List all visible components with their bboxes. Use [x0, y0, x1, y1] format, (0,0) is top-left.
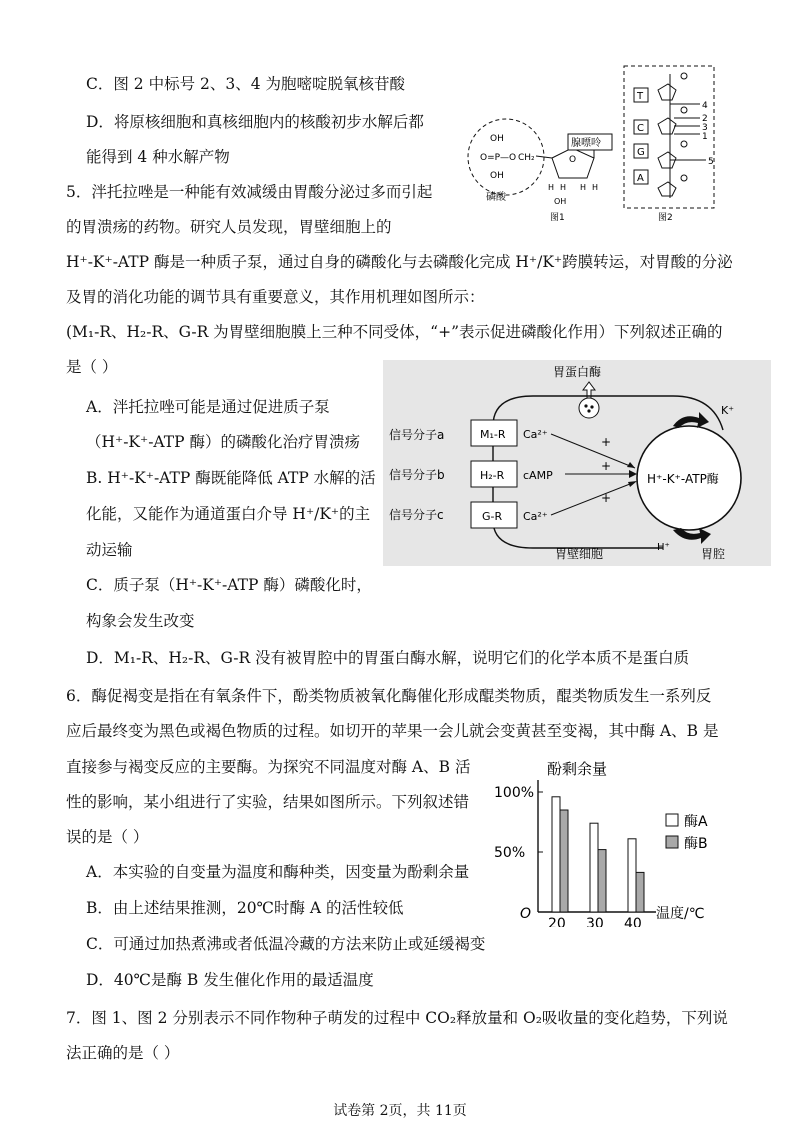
ring-oh-label: OH [554, 197, 567, 206]
adenine-base-label: 腺嘌呤 [571, 138, 601, 149]
label-1: 1 [702, 132, 708, 142]
pepsin-granule [590, 405, 593, 408]
ch2-label: CH₂ [518, 153, 535, 163]
promote-sign: + [601, 459, 612, 473]
base-a-label: A [637, 173, 644, 184]
q7-stem-line1: 7．图 1、图 2 分别表示不同作物种子萌发的过程中 CO₂释放量和 O₂吸收量的变化趋势，下列说 [66, 1009, 728, 1027]
signal-molecule-c-label: 信号分子c [389, 508, 444, 522]
nucleotide-unit [658, 107, 687, 134]
nucleotide-unit [658, 175, 687, 196]
q4-option-d-line1: D．将原核细胞和真核细胞内的核酸初步水解后都 [86, 113, 424, 131]
q5-option-d: D．M₁-R、H₂-R、G-R 没有被胃腔中的胃蛋白酶水解，说明它们的化学本质不是蛋白质 [86, 649, 690, 667]
signal-molecule-a-label: 信号分子a [389, 428, 445, 442]
q5-option-a-line1: A．泮托拉唑可能是通过促进质子泵 [86, 398, 330, 416]
bar-酶B-40 [636, 872, 644, 912]
q6-option-b: B．由上述结果推测，20℃时酶 A 的活性较低 [86, 899, 404, 917]
parietal-cell-label: 胃壁细胞 [555, 547, 604, 561]
q5-stem-line4: 及胃的消化功能的调节具有重要意义，其作用机理如图所示： [66, 288, 485, 306]
figure1-caption: 图1 [550, 213, 565, 222]
x-tick-label: 40 [624, 916, 642, 927]
promote-sign: + [601, 435, 612, 449]
q5-option-b-line1: B. H⁺-K⁺-ATP 酶既能降低 ATP 水解的活 [86, 469, 376, 487]
q6-option-c: C．可通过加热煮沸或者低温冷藏的方法来防止或延缓褐变 [86, 935, 486, 953]
h-label: H [592, 183, 599, 192]
h-label: H [548, 183, 555, 192]
receptor-m1-label: M₁-R [480, 428, 506, 441]
nucleotide-figure [462, 62, 762, 222]
phosphate-group-label: O=P—O [480, 153, 517, 163]
bar-酶A-40 [628, 839, 636, 912]
q4-option-d-line2: 能得到 4 种水解产物 [86, 148, 230, 166]
q6-stem-line2: 应后最终变为黑色或褐色物质的过程。如切开的苹果一会儿就会变黄甚至变褐，其中酶 A、B 是 [66, 722, 719, 740]
q5-stem-line5: (M₁-R、H₂-R、G-R 为胃壁细胞膜上三种不同受体，“+”表示促进磷酸化作用）下列叙述正确的 [66, 323, 723, 341]
label-4: 4 [702, 101, 708, 111]
label-3: 3 [702, 123, 708, 133]
receptor-g-label: G-R [482, 510, 503, 523]
figure2-caption: 图2 [658, 213, 673, 222]
promote-sign: + [601, 491, 612, 505]
q5-option-c-line1: C．质子泵（H⁺-K⁺-ATP 酶）磷酸化时， [86, 576, 372, 594]
h-ion-label: H⁺ [657, 542, 670, 553]
q5-stem-line2: 的胃溃疡的药物。研究人员发现，胃壁细胞上的 [66, 218, 392, 236]
y-tick-label: 100% [494, 785, 535, 801]
q6-option-d: D．40℃是酶 B 发生催化作用的最适温度 [86, 971, 374, 989]
nucleotide-unit [658, 141, 687, 168]
chart-title: 酚剩余量 [547, 760, 608, 778]
q5-option-c-line2: 构象会发生改变 [86, 612, 195, 630]
legend-swatch-酶A [666, 814, 678, 826]
q5-option-a-line2: （H⁺-K⁺-ATP 酶）的磷酸化治疗胃溃疡 [86, 433, 360, 451]
legend-label: 酶B [684, 836, 708, 852]
q6-stem-line3: 直接参与褐变反应的主要酶。为探究不同温度对酶 A、B 活 [66, 758, 471, 776]
base-g-label: G [637, 147, 645, 158]
bar-酶A-20 [552, 797, 560, 912]
k-ion-label: K⁺ [721, 404, 735, 417]
bar-酶A-30 [590, 823, 598, 912]
signal-molecule-b-label: 信号分子b [389, 468, 445, 482]
y-tick-label: 50% [494, 845, 526, 861]
page-footer: 试卷第 2页，共 11页 [333, 1103, 467, 1119]
q5-stem-line1: 5．泮托拉唑是一种能有效减缓由胃酸分泌过多而引起 [66, 183, 433, 201]
receptor-h2-label: H₂-R [480, 469, 505, 482]
second-messenger-ca2-label: Ca²⁺ [523, 510, 548, 523]
nucleotide-unit [658, 73, 687, 100]
dna-strand-dashed-box [624, 66, 714, 208]
q6-stem-line5: 误的是（ ） [66, 828, 149, 846]
x-axis-label: 温度/℃ [656, 906, 705, 922]
q5-stem-line6: 是（ ） [66, 358, 118, 376]
pepsin-granule [584, 404, 587, 407]
atpase-enzyme-label: H⁺-K⁺-ATP酶 [647, 472, 719, 486]
second-messenger-camp-label: cAMP [523, 469, 553, 482]
proton-pump-figure [383, 360, 771, 566]
oh-top-label: OH [490, 134, 504, 144]
q5-stem-line3: H⁺-K⁺-ATP 酶是一种质子泵，通过自身的磷酸化与去磷酸化完成 H⁺/K⁺跨膜转运，对胃酸的分泌 [66, 253, 733, 271]
legend-swatch-酶B [666, 836, 678, 848]
q4-option-c: C．图 2 中标号 2、3、4 为胞嘧啶脱氧核苷酸 [86, 75, 406, 93]
x-tick-label: 30 [586, 916, 604, 927]
q6-stem-line1: 6．酶促褐变是指在有氧条件下，酚类物质被氧化酶催化形成醌类物质，醌类物质发生一系列反 [66, 687, 712, 705]
x-tick-label: 20 [548, 916, 566, 927]
q6-option-a: A．本实验的自变量为温度和酶种类，因变量为酚剩余量 [86, 863, 470, 881]
pepsin-granule [587, 409, 590, 412]
label-5: 5 [708, 157, 714, 167]
legend-label: 酶A [684, 814, 708, 830]
ring-oxygen-label: O [569, 155, 577, 165]
bar-酶B-30 [598, 850, 606, 912]
base-c-label: C [637, 123, 644, 134]
vesicle-icon [579, 398, 599, 418]
oh-bottom-label: OH [490, 171, 504, 181]
q6-stem-line4: 性的影响，某小组进行了实验，结果如图所示。下列叙述错 [66, 793, 470, 811]
q5-option-b-line2: 化能，又能作为通道蛋白介导 H⁺/K⁺的主 [86, 505, 371, 523]
h-label: H [580, 183, 587, 192]
phosphate-label: 磷酸 [486, 192, 506, 203]
second-messenger-ca-label: Ca²⁺ [523, 428, 548, 441]
label-2: 2 [702, 114, 708, 124]
h-label: H [560, 183, 567, 192]
base-t-label: T [637, 91, 644, 102]
bar-酶B-20 [560, 810, 568, 912]
q7-stem-line2: 法正确的是（ ） [66, 1044, 180, 1062]
origin-label: O [520, 906, 532, 922]
pepsin-label: 胃蛋白酶 [553, 365, 602, 379]
phenol-residual-chart [490, 752, 740, 927]
gastric-lumen-label: 胃腔 [701, 547, 726, 561]
q5-option-b-line3: 动运输 [86, 541, 133, 559]
